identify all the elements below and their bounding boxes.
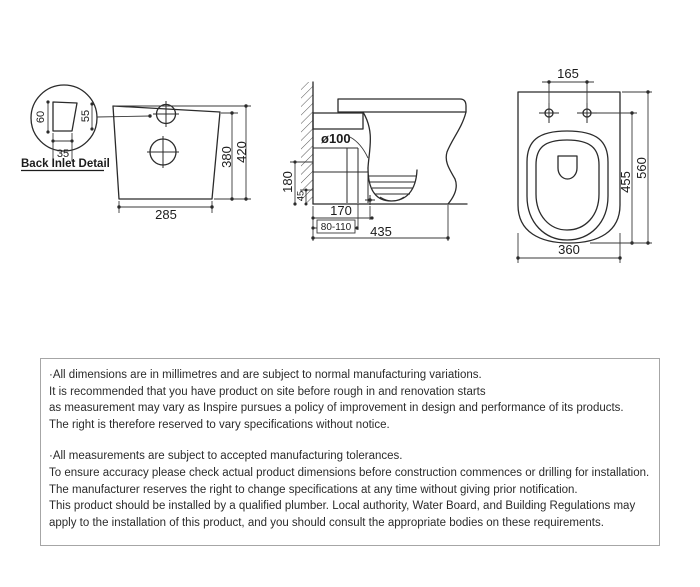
dim-label-outlet-depth-170: 170 <box>330 203 352 218</box>
disclaimer-line: ·All measurements are subject to accepted manufacturing tolerances. <box>49 450 403 463</box>
disclaimer-line: The right is therefore reserved to vary specifications without notice. <box>49 418 390 431</box>
dim-label-width-285: 285 <box>155 207 177 222</box>
disclaimer-line: To ensure accuracy please check actual product dimensions before construction commences or drilling for installation. <box>49 466 650 479</box>
dim-label-inlet-60: 60 <box>35 110 47 124</box>
seat-inner-ring <box>536 140 599 230</box>
seat-outer-ring <box>527 131 608 240</box>
disclaimer-line: The manufacturer reserves the right to change specifications at any time without giving prior notification. <box>49 483 578 496</box>
flush-water-spot <box>558 156 577 179</box>
inlet-profile-shape <box>53 102 77 131</box>
top-view <box>516 66 652 263</box>
dim-label-total-depth-435: 435 <box>370 224 392 239</box>
detail-title: Back Inlet Detail <box>21 158 110 170</box>
dim-label-total-length-560: 560 <box>634 157 649 179</box>
dim-label-inlet-diameter: ø100 <box>321 131 351 146</box>
dim-label-bolt-spacing-165: 165 <box>557 66 579 81</box>
wall-hatch <box>301 82 313 204</box>
disclaimer-line: ·All dimensions are in millimetres and are subject to normal manufacturing variations. <box>49 369 482 381</box>
bowl-back-curve <box>363 112 370 168</box>
dim-label-height-420: 420 <box>234 141 249 163</box>
dim-label-inlet-35: 35 <box>56 148 70 160</box>
dim-label-height-380: 380 <box>219 146 234 168</box>
disclaimer-paragraph <box>49 367 649 433</box>
trap-bowl <box>368 168 417 201</box>
bowl-front-profile <box>446 112 466 204</box>
back-inlet-detail-view <box>21 85 152 171</box>
detail-leader-line <box>97 116 150 117</box>
disclaimer-box <box>40 358 660 546</box>
dim-label-inlet-height-180: 180 <box>280 171 295 193</box>
side-view <box>280 82 467 241</box>
dim-label-width-360: 360 <box>558 242 580 257</box>
disclaimer-paragraph <box>49 448 649 531</box>
disclaimer-line: apply to the installation of this product, and you should consult the appropriate bodies on these requirements. <box>49 516 604 529</box>
dim-label-offset-45: 45 <box>295 190 307 202</box>
dim-label-inlet-55: 55 <box>80 109 92 123</box>
disclaimer-line: This product should be installed by a qualified plumber. Local authority, Water Board, and Building Regulations may <box>49 500 636 513</box>
dim-label-seat-length-455: 455 <box>618 171 633 193</box>
back-inlet-spigot <box>313 113 363 129</box>
dim-label-rough-in: 80-110 <box>320 222 352 233</box>
disclaimer-line: It is recommended that you have product on site before rough in and renovation starts <box>49 385 486 398</box>
drain-centre-marker <box>368 198 372 202</box>
disclaimer-line: as measurement may vary as Inspire pursues a policy of improvement in design and performance of its products. <box>49 402 624 415</box>
seat-lid-profile <box>338 99 466 112</box>
front-view <box>113 101 251 222</box>
